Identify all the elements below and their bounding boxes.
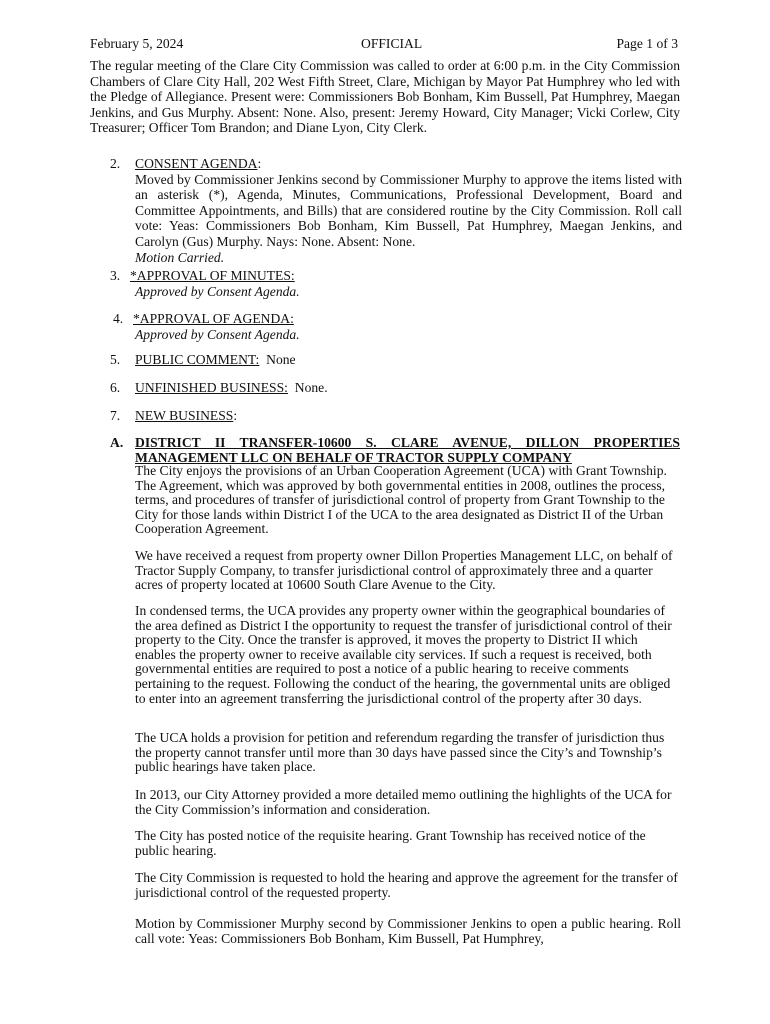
section-paragraph: In condensed terms, the UCA provides any property owner within the geographical boundaries of the area defined as District I the opportunity to request the transfer of jurisdictional control of their property to the City. Once the transfer is approved, it moves the property to District II which enables the property owner to receive available city services. If such a request is received, both governmental entities are required to post a notice of a public hearing to receive comments pertaining to the request. Following the conduct of the hearing, the governmental units are obliged to enter into an agreement transferring the jurisdictional control of the property after 30 days. [135, 603, 672, 706]
item-title: *APPROVAL OF AGENDA: [133, 311, 294, 326]
item-text: Moved by Commissioner Jenkins second by Commissioner Murphy to approve the items listed with an asterisk (*), Agenda, Minutes, Communications, Professional Development, Board and Committee Appointments, and Bills) that are considered routine by the City Commission. Roll call vote: Yeas: Commissioners Bob Bonham, Kim Bussell, Pat Humphrey, Maegan Jenkins, and Carolyn (Gus) Murphy. Nays: None. Absent: None. [135, 171, 682, 249]
header-page-number: Page 1 of 3 [616, 36, 678, 51]
item-number: 3. [110, 268, 121, 283]
item-title-suffix: : [257, 156, 262, 171]
agenda-item-unfinished-business [90, 380, 682, 396]
item-number: 6. [110, 380, 121, 395]
section-paragraph: Motion by Commissioner Murphy second by Commissioner Jenkins to open a public hearing. Roll call vote: Yeas: Commissioners Bob Bonham, Kim Bussell, Pat Humphrey, [135, 916, 681, 946]
item-title: PUBLIC COMMENT: [135, 352, 260, 367]
section-letter: A. [110, 435, 124, 450]
section-a-heading [90, 436, 680, 466]
item-title-suffix: None [259, 352, 296, 367]
item-title: *APPROVAL OF MINUTES: [130, 268, 295, 283]
agenda-item-public-comment [90, 352, 682, 368]
agenda-item-new-business [90, 408, 682, 424]
section-paragraph: We have received a request from property owner Dillon Properties Management LLC, on behalf of Tractor Supply Company, to transfer jurisdictional control of approximately three and a quarter acres of property located at 10600 South Clare Avenue to the City. [135, 548, 673, 593]
intro-paragraph: The regular meeting of the Clare City Commission was called to order at 6:00 p.m. in the City Commission Chambers of Clare City Hall, 202 West Fifth Street, Clare, Michigan by Mayor Pat Humphrey who led with the Pledge of Allegiance. Present were: Commissioners Bob Bonham, Kim Bussell, Pat Humphrey, Maegan Jenkins, and Gus Murphy. Absent: None. Also, present: Jeremy Howard, City Manager; Vicki Corlew, City Treasurer; Officer Tom Brandon; and Diane Lyon, City Clerk. [90, 58, 680, 136]
item-note: Approved by Consent Agenda. [135, 326, 300, 342]
item-title: CONSENT AGENDA [135, 156, 258, 171]
agenda-item-agenda [90, 311, 682, 342]
header-date: February 5, 2024 [90, 36, 184, 51]
header-status: OFFICIAL [361, 36, 423, 51]
section-paragraph: The City has posted notice of the requisite hearing. Grant Township has received notice of the public hearing. [135, 828, 646, 858]
section-paragraph: The City enjoys the provisions of an Urban Cooperation Agreement (UCA) with Grant Township. The Agreement, which was approved by both governmental entities in 2008, outlines the process, terms, and procedures of transfer of jurisdictional control of property from Grant Township to the City for those lands within District I of the UCA to the area designated as District II of the Urban Cooperation Agreement. [135, 463, 667, 537]
section-paragraph: The UCA holds a provision for petition and referendum regarding the transfer of jurisdiction thus the property cannot transfer until more than 30 days have passed since the City’s and Township’s public hearings have taken place. [135, 730, 665, 775]
item-title-suffix: None. [287, 380, 328, 395]
item-number: 7. [110, 408, 121, 423]
item-note: Approved by Consent Agenda. [135, 283, 300, 299]
section-paragraph: In 2013, our City Attorney provided a more detailed memo outlining the highlights of the UCA for the City Commission’s information and consideration. [135, 787, 672, 817]
item-number: 5. [110, 352, 121, 367]
item-title-suffix: : [233, 408, 238, 423]
agenda-item-consent [90, 156, 682, 265]
section-paragraph: The City Commission is requested to hold the hearing and approve the agreement for the transfer of jurisdictional control of the requested property. [135, 870, 678, 900]
agenda-item-minutes [90, 268, 682, 299]
item-title: NEW BUSINESS [135, 408, 234, 423]
item-number: 2. [110, 156, 121, 171]
section-title: DISTRICT II TRANSFER-10600 S. CLARE AVENUE, DILLON PROPERTIES MANAGEMENT LLC ON BEHALF OF TRACTOR SUPPLY COMPANY [135, 435, 680, 465]
page-header [90, 36, 678, 54]
item-number: 4. [113, 311, 124, 326]
item-note: Motion Carried. [135, 249, 225, 265]
item-title: UNFINISHED BUSINESS: [135, 380, 288, 395]
